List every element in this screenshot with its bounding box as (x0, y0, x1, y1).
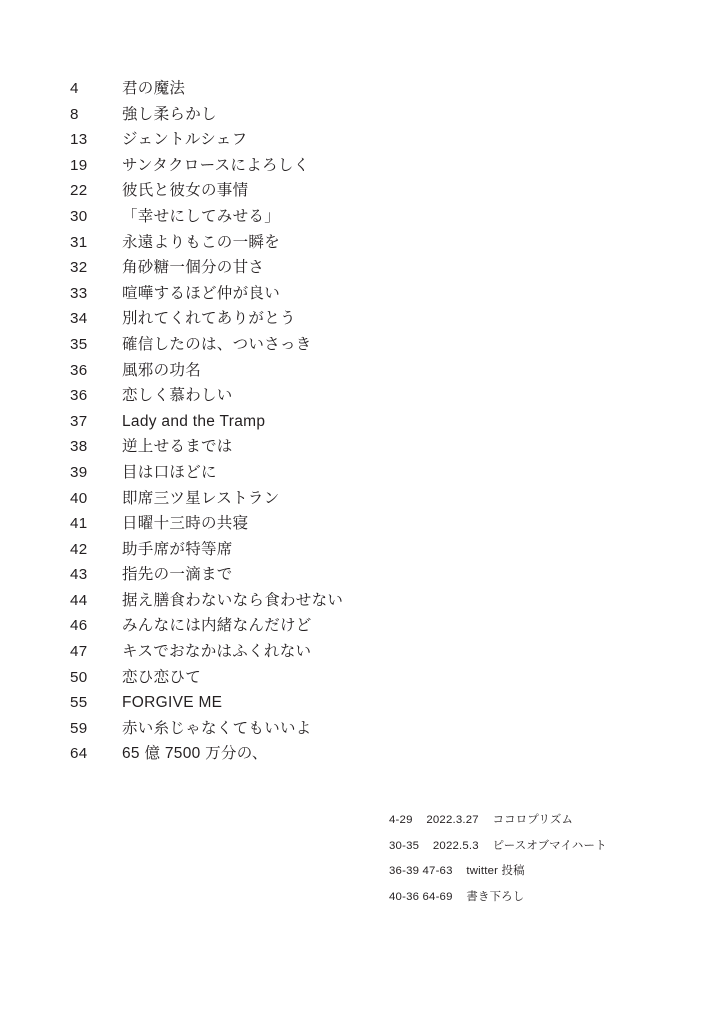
toc-entry (70, 255, 630, 281)
toc-page-number: 31 (70, 233, 88, 251)
toc-entry (70, 281, 630, 307)
toc-entry (70, 486, 630, 512)
note-source: twitter 投稿 (466, 865, 525, 877)
toc-entry-title: 永遠よりもこの一瞬を (122, 233, 281, 251)
toc-entry (70, 639, 630, 665)
note-date: 2022.3.27 (426, 814, 479, 826)
toc-entry (70, 230, 630, 256)
toc-entry (70, 102, 630, 128)
toc-entry-title: 赤い糸じゃなくてもいいよ (122, 719, 312, 737)
toc-entry (70, 562, 630, 588)
toc-page-number: 19 (70, 156, 88, 174)
toc-entry-title: 逆上せるまでは (122, 438, 233, 456)
toc-page-number: 59 (70, 719, 88, 737)
toc-entry-title: FORGIVE ME (122, 694, 223, 712)
toc-entry (70, 178, 630, 204)
toc-entry-title: 目は口ほどに (122, 463, 217, 481)
toc-entry (70, 537, 630, 563)
toc-entry (70, 741, 630, 767)
note-page-range: 36-39 47-63 (389, 865, 453, 877)
toc-page-number: 46 (70, 617, 88, 635)
toc-page-number: 30 (70, 207, 88, 225)
toc-entry (70, 409, 630, 435)
toc-entry (70, 153, 630, 179)
toc-entry-title: サンタクロースによろしく (122, 156, 310, 174)
toc-entry-title: 即席三ツ星レストラン (122, 489, 280, 507)
toc-page-number: 47 (70, 643, 88, 661)
toc-entry (70, 716, 630, 742)
toc-entry-title: みんなには内緒なんだけど (122, 617, 312, 635)
toc-entry (70, 127, 630, 153)
toc-entry (70, 613, 630, 639)
toc-page-number: 43 (70, 566, 88, 584)
toc-page-number: 37 (70, 412, 88, 430)
toc-entry-title: ジェントルシェフ (122, 131, 248, 149)
toc-page-number: 4 (70, 80, 79, 97)
toc-entry-title: 彼氏と彼女の事情 (122, 182, 249, 200)
toc-page-number: 34 (70, 310, 88, 328)
toc-entry-title: 据え膳食わないなら食わせない (122, 591, 344, 609)
toc-entry (70, 460, 630, 486)
toc-entry-title: 角砂糖一個分の甘さ (122, 259, 265, 277)
publication-notes (389, 808, 689, 910)
toc-entry-title: 喧嘩するほど仲が良い (122, 284, 281, 302)
toc-entry (70, 690, 630, 716)
toc-page-number: 35 (70, 335, 88, 353)
toc-entry-title: Lady and the Tramp (122, 412, 266, 430)
toc-entry-title: 強し柔らかし (122, 105, 217, 123)
note-page-range: 30-35 (389, 839, 420, 852)
note-source: 書き下ろし (466, 890, 525, 903)
toc-page-number: 33 (70, 284, 88, 302)
toc-entry-title: 恋ひ恋ひて (122, 668, 202, 686)
toc-entry-title: 日曜十三時の共寝 (122, 515, 249, 533)
toc-entry (70, 204, 630, 230)
note-date: 2022.5.3 (432, 839, 479, 852)
toc-page-number: 42 (70, 540, 88, 558)
toc-entry (70, 76, 630, 102)
toc-entry (70, 588, 630, 614)
toc-page-number: 41 (70, 515, 88, 533)
note-page-range: 4-29 (389, 814, 413, 826)
toc-page-number: 36 (70, 361, 88, 379)
note-line (389, 859, 689, 885)
toc-page-number: 22 (70, 182, 88, 200)
toc-entry-title: 指先の一滴まで (122, 566, 233, 584)
toc-page-number: 40 (70, 489, 88, 507)
toc-entry-title: 恋しく慕わしい (122, 387, 233, 405)
toc-page-number: 36 (70, 387, 88, 405)
toc-entry (70, 665, 630, 691)
toc-entry (70, 358, 630, 384)
toc-entry (70, 306, 630, 332)
toc-entry (70, 332, 630, 358)
toc-entry-title: キスでおなかはふくれない (122, 643, 312, 661)
toc-entry-title: 別れてくれてありがとう (122, 310, 296, 328)
toc-page-number: 38 (70, 438, 88, 456)
note-source: ココロプリズム (492, 814, 574, 826)
toc-entry (70, 511, 630, 537)
toc-entry-title: 助手席が特等席 (122, 540, 233, 558)
toc-page-number: 50 (70, 668, 88, 686)
toc-entry (70, 383, 630, 409)
toc-page-number: 39 (70, 463, 88, 481)
toc-entry-title: 「幸せにしてみせる」 (122, 207, 281, 225)
toc-entry-title: 確信したのは、ついさっき (122, 335, 312, 353)
toc-entry-title: 風邪の功名 (122, 361, 202, 379)
note-line (389, 885, 689, 911)
toc-entry-title: 君の魔法 (122, 80, 186, 97)
table-of-contents (70, 76, 630, 767)
toc-page-number: 13 (70, 131, 88, 149)
note-line (389, 808, 689, 834)
toc-page-number: 32 (70, 259, 88, 277)
toc-entry (70, 434, 630, 460)
note-source: ピースオブマイハート (492, 839, 607, 852)
toc-entry-title: 65 億 7500 万分の、 (122, 745, 268, 763)
toc-page-number: 55 (70, 694, 88, 712)
toc-page-number: 44 (70, 591, 88, 609)
toc-page-number: 64 (70, 745, 88, 763)
note-line (389, 834, 689, 860)
toc-page-number: 8 (70, 105, 79, 123)
note-page-range: 40-36 64-69 (389, 890, 453, 903)
